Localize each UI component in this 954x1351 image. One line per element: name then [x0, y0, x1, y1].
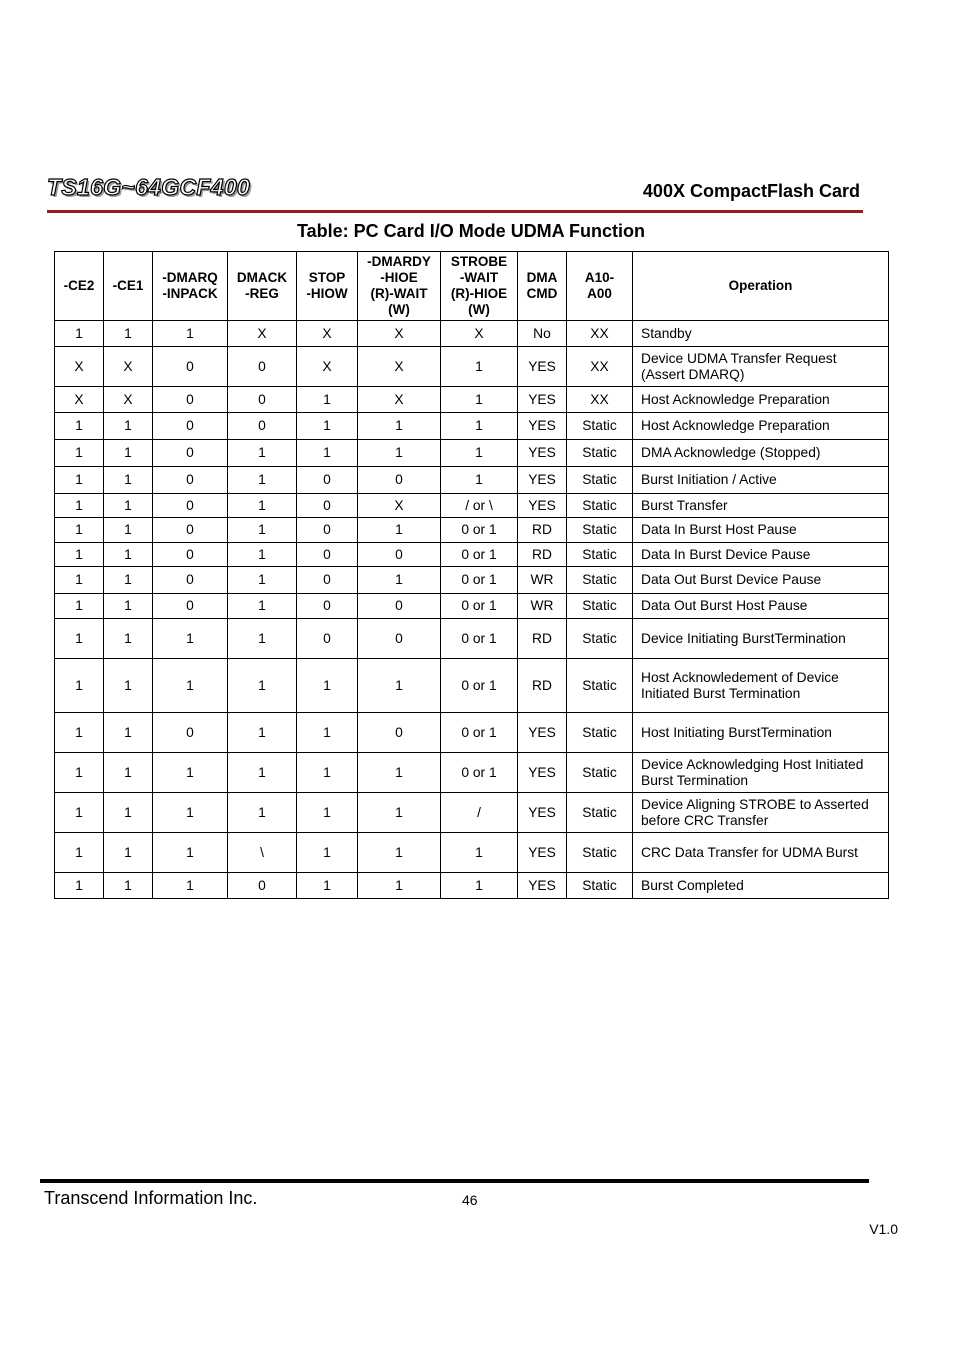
signal-cell: Static [567, 713, 633, 753]
operation-cell: Burst Completed [633, 873, 889, 899]
signal-cell: 1 [104, 413, 153, 440]
signal-cell: Static [567, 793, 633, 833]
signal-cell: YES [518, 387, 567, 413]
signal-cell: 1 [55, 659, 104, 713]
signal-cell: 0 [153, 494, 228, 518]
signal-cell: 1 [104, 873, 153, 899]
product-name: 400X CompactFlash Card [642, 181, 860, 201]
signal-cell: YES [518, 713, 567, 753]
signal-cell: 0 [153, 413, 228, 440]
signal-cell: 0 [358, 619, 441, 659]
signal-cell: 1 [358, 659, 441, 713]
signal-cell: 1 [104, 518, 153, 543]
table-row [55, 413, 889, 440]
signal-cell: 0 or 1 [441, 753, 518, 793]
signal-cell: 0 or 1 [441, 659, 518, 713]
signal-cell: YES [518, 413, 567, 440]
signal-cell: 1 [228, 753, 297, 793]
table-row [55, 321, 889, 347]
document-model-title: TS16G~64GCF400 [47, 174, 251, 200]
signal-cell: WR [518, 567, 567, 594]
signal-cell: YES [518, 440, 567, 467]
signal-cell: 1 [104, 713, 153, 753]
operation-cell: Host Acknowledement of Device Initiated Burst Termination [633, 659, 889, 713]
signal-cell: X [297, 347, 358, 387]
signal-cell: Static [567, 753, 633, 793]
operation-cell: Data Out Burst Device Pause [633, 567, 889, 594]
signal-cell: 1 [104, 321, 153, 347]
signal-cell: X [55, 387, 104, 413]
signal-cell: RD [518, 543, 567, 567]
signal-cell: 1 [228, 440, 297, 467]
signal-cell: 1 [104, 659, 153, 713]
column-header-8: A10- A00 [567, 252, 633, 321]
signal-cell: 0 [153, 543, 228, 567]
signal-cell: X [297, 321, 358, 347]
signal-cell: 0 or 1 [441, 619, 518, 659]
signal-cell: 1 [297, 713, 358, 753]
signal-cell: 0 [297, 467, 358, 494]
operation-cell: Host Acknowledge Preparation [633, 413, 889, 440]
signal-cell: 1 [297, 440, 358, 467]
signal-cell: 0 [297, 518, 358, 543]
signal-cell: 1 [358, 833, 441, 873]
column-header-5: -DMARDY -HIOE (R)-WAIT (W) [358, 252, 441, 321]
signal-cell: Static [567, 594, 633, 619]
signal-cell: 1 [153, 321, 228, 347]
table-row [55, 494, 889, 518]
signal-cell: 1 [55, 713, 104, 753]
signal-cell: 1 [228, 543, 297, 567]
signal-cell: XX [567, 387, 633, 413]
signal-cell: Static [567, 494, 633, 518]
signal-cell: 0 [153, 594, 228, 619]
signal-cell: YES [518, 467, 567, 494]
signal-cell: No [518, 321, 567, 347]
signal-cell: 1 [104, 440, 153, 467]
signal-cell: 1 [297, 413, 358, 440]
table-row [55, 518, 889, 543]
signal-cell: X [55, 347, 104, 387]
operation-cell: Host Initiating BurstTermination [633, 713, 889, 753]
signal-cell: YES [518, 494, 567, 518]
column-header-1: -CE1 [104, 252, 153, 321]
table-row [55, 347, 889, 387]
signal-cell: X [358, 387, 441, 413]
table-caption: Table: PC Card I/O Mode UDMA Function [297, 221, 645, 241]
signal-cell: X [358, 494, 441, 518]
signal-cell: 0 [297, 594, 358, 619]
signal-cell: 0 [297, 543, 358, 567]
signal-cell: 1 [104, 567, 153, 594]
signal-cell: RD [518, 518, 567, 543]
signal-cell: 1 [358, 873, 441, 899]
signal-cell: 1 [358, 413, 441, 440]
signal-cell: 1 [104, 543, 153, 567]
signal-cell: 1 [358, 753, 441, 793]
operation-cell: Device Initiating BurstTermination [633, 619, 889, 659]
signal-cell: 1 [55, 619, 104, 659]
signal-cell: / or \ [441, 494, 518, 518]
signal-cell: 0 [358, 543, 441, 567]
signal-cell: 1 [55, 833, 104, 873]
signal-cell: 1 [297, 659, 358, 713]
signal-cell: 0 [228, 873, 297, 899]
signal-cell: 0 [228, 413, 297, 440]
signal-cell: Static [567, 543, 633, 567]
signal-cell: Static [567, 413, 633, 440]
signal-cell: 1 [153, 873, 228, 899]
operation-cell: Host Acknowledge Preparation [633, 387, 889, 413]
signal-cell: 1 [153, 833, 228, 873]
column-header-6: STROBE -WAIT (R)-HIOE (W) [441, 252, 518, 321]
operation-cell: DMA Acknowledge (Stopped) [633, 440, 889, 467]
signal-cell: 0 [297, 494, 358, 518]
table-row [55, 873, 889, 899]
signal-cell: X [104, 347, 153, 387]
signal-cell: 1 [153, 753, 228, 793]
signal-cell: 1 [297, 873, 358, 899]
signal-cell: 0 [153, 347, 228, 387]
signal-cell: X [228, 321, 297, 347]
signal-cell: / [441, 793, 518, 833]
signal-cell: 1 [228, 467, 297, 494]
table-row [55, 659, 889, 713]
signal-cell: \ [228, 833, 297, 873]
signal-cell: 1 [228, 518, 297, 543]
operation-cell: Data Out Burst Host Pause [633, 594, 889, 619]
signal-cell: 1 [104, 753, 153, 793]
signal-cell: 0 or 1 [441, 518, 518, 543]
signal-cell: YES [518, 347, 567, 387]
signal-cell: 0 [358, 713, 441, 753]
signal-cell: 1 [55, 567, 104, 594]
operation-cell: Device Aligning STROBE to Asserted before CRC Transfer [633, 793, 889, 833]
signal-cell: 0 or 1 [441, 567, 518, 594]
signal-cell: YES [518, 873, 567, 899]
signal-cell: 1 [104, 594, 153, 619]
signal-cell: 1 [441, 347, 518, 387]
signal-cell: 1 [55, 873, 104, 899]
signal-cell: Static [567, 619, 633, 659]
signal-cell: 0 [153, 713, 228, 753]
signal-cell: 1 [441, 413, 518, 440]
operation-cell: Data In Burst Host Pause [633, 518, 889, 543]
operation-cell: Device UDMA Transfer Request (Assert DMARQ) [633, 347, 889, 387]
signal-cell: 1 [228, 594, 297, 619]
signal-cell: 1 [441, 440, 518, 467]
table-row [55, 543, 889, 567]
signal-cell: X [358, 321, 441, 347]
table-row [55, 440, 889, 467]
signal-cell: X [104, 387, 153, 413]
table-row [55, 567, 889, 594]
signal-cell: 1 [297, 753, 358, 793]
signal-cell: X [358, 347, 441, 387]
table-header-row [55, 252, 889, 321]
signal-cell: Static [567, 467, 633, 494]
table-row [55, 833, 889, 873]
signal-cell: 0 or 1 [441, 713, 518, 753]
operation-cell: Standby [633, 321, 889, 347]
signal-cell: 0 [153, 387, 228, 413]
signal-cell: 1 [55, 467, 104, 494]
signal-cell: Static [567, 659, 633, 713]
signal-cell: 0 [153, 440, 228, 467]
signal-cell: XX [567, 321, 633, 347]
signal-cell: 1 [358, 518, 441, 543]
column-header-0: -CE2 [55, 252, 104, 321]
column-header-2: -DMARQ -INPACK [153, 252, 228, 321]
signal-cell: 1 [441, 467, 518, 494]
signal-cell: 1 [441, 387, 518, 413]
signal-cell: Static [567, 518, 633, 543]
signal-cell: 1 [228, 659, 297, 713]
signal-cell: 1 [228, 619, 297, 659]
signal-cell: 0 [297, 567, 358, 594]
signal-cell: 1 [228, 713, 297, 753]
signal-cell: 1 [228, 793, 297, 833]
table-row [55, 387, 889, 413]
signal-cell: Static [567, 567, 633, 594]
signal-cell: YES [518, 753, 567, 793]
signal-cell: 1 [55, 518, 104, 543]
column-header-3: DMACK -REG [228, 252, 297, 321]
signal-cell: 0 [358, 467, 441, 494]
column-header-4: STOP -HIOW [297, 252, 358, 321]
signal-cell: 1 [55, 440, 104, 467]
signal-cell: 1 [55, 413, 104, 440]
udma-function-table [54, 251, 889, 899]
signal-cell: 1 [104, 494, 153, 518]
signal-cell: WR [518, 594, 567, 619]
footer-company: Transcend Information Inc. [44, 1188, 258, 1208]
table-row [55, 594, 889, 619]
signal-cell: X [441, 321, 518, 347]
column-header-7: DMA CMD [518, 252, 567, 321]
signal-cell: 0 or 1 [441, 543, 518, 567]
signal-cell: YES [518, 833, 567, 873]
signal-cell: Static [567, 873, 633, 899]
signal-cell: 1 [358, 440, 441, 467]
operation-cell: Burst Initiation / Active [633, 467, 889, 494]
signal-cell: 1 [297, 833, 358, 873]
page-number: 46 [462, 1192, 478, 1208]
signal-cell: 1 [55, 494, 104, 518]
signal-cell: 1 [104, 793, 153, 833]
operation-cell: CRC Data Transfer for UDMA Burst [633, 833, 889, 873]
signal-cell: 1 [104, 467, 153, 494]
signal-cell: 1 [441, 833, 518, 873]
signal-cell: 1 [104, 619, 153, 659]
signal-cell: RD [518, 619, 567, 659]
signal-cell: 1 [228, 567, 297, 594]
signal-cell: 1 [55, 594, 104, 619]
table-row [55, 713, 889, 753]
signal-cell: 1 [358, 793, 441, 833]
signal-cell: 1 [441, 873, 518, 899]
table-row [55, 753, 889, 793]
signal-cell: 0 [228, 387, 297, 413]
signal-cell: 0 [153, 518, 228, 543]
signal-cell: 1 [55, 793, 104, 833]
signal-cell: 1 [153, 619, 228, 659]
signal-cell: Static [567, 833, 633, 873]
column-header-9: Operation [633, 252, 889, 321]
table-row [55, 619, 889, 659]
signal-cell: 1 [358, 567, 441, 594]
signal-cell: 0 [297, 619, 358, 659]
signal-cell: 1 [297, 387, 358, 413]
signal-cell: Static [567, 440, 633, 467]
signal-cell: 1 [228, 494, 297, 518]
document-version: V1.0 [869, 1221, 898, 1237]
signal-cell: RD [518, 659, 567, 713]
operation-cell: Device Acknowledging Host Initiated Burst Termination [633, 753, 889, 793]
footer-divider [40, 1179, 869, 1183]
signal-cell: 1 [55, 753, 104, 793]
signal-cell: 1 [153, 793, 228, 833]
signal-cell: 0 [153, 567, 228, 594]
table-body [55, 321, 889, 899]
operation-cell: Data In Burst Device Pause [633, 543, 889, 567]
signal-cell: 1 [55, 321, 104, 347]
table-row [55, 793, 889, 833]
signal-cell: 1 [104, 833, 153, 873]
signal-cell: 1 [297, 793, 358, 833]
signal-cell: 1 [55, 543, 104, 567]
signal-cell: 0 [358, 594, 441, 619]
signal-cell: 1 [153, 659, 228, 713]
signal-cell: 0 [228, 347, 297, 387]
header-divider [47, 210, 863, 213]
table-row [55, 467, 889, 494]
operation-cell: Burst Transfer [633, 494, 889, 518]
signal-cell: YES [518, 793, 567, 833]
signal-cell: 0 [153, 467, 228, 494]
signal-cell: 0 or 1 [441, 594, 518, 619]
signal-cell: XX [567, 347, 633, 387]
